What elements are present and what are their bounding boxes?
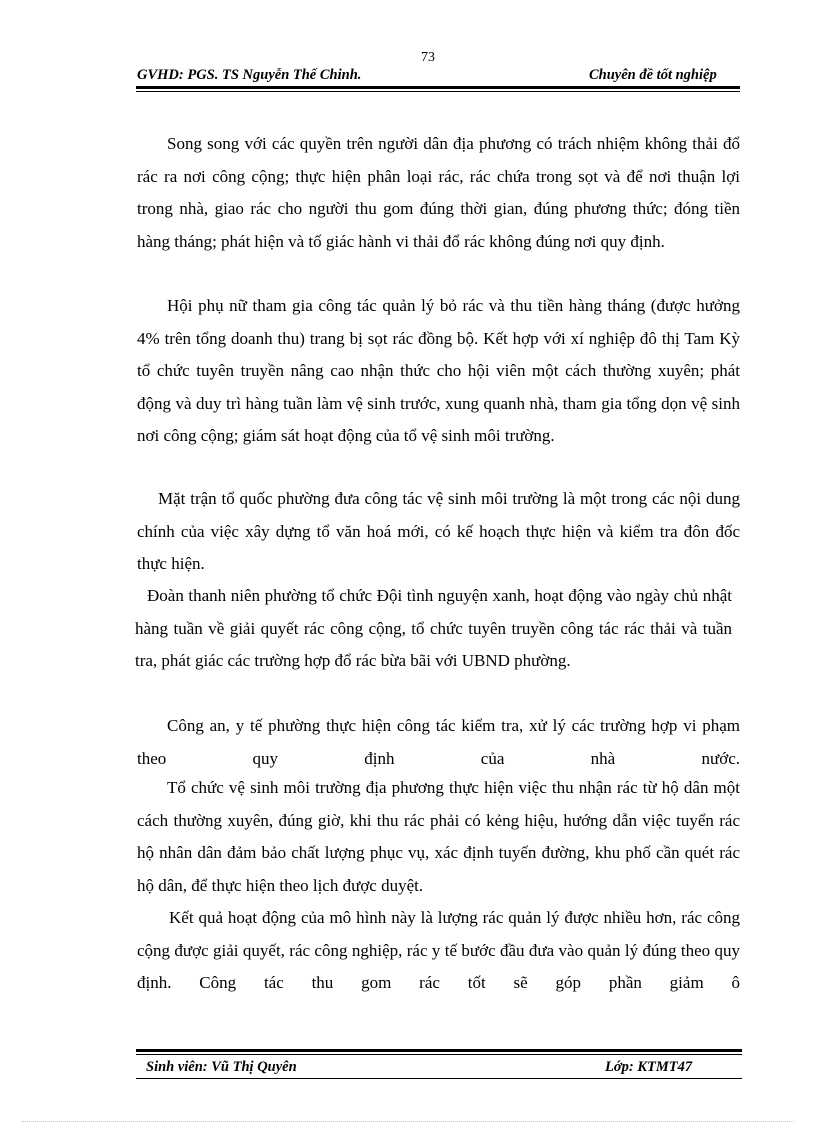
- paragraph: Đoàn thanh niên phường tổ chức Đội tình nguyện xanh, hoạt động vào ngày chủ nhật hàng tuần về giải quyết rác công cộng, tổ chức tuyên truyền công tác rác thải và tuần tra, phát giác các trường hợp đổ rác bừa bãi với UBND phường.: [135, 586, 732, 671]
- paragraph: Hội phụ nữ tham gia công tác quản lý bỏ rác và thu tiền hàng tháng (được hưởng 4% trên tổng doanh thu) trang bị sọt rác đồng bộ. Kết hợp với xí nghiệp đô thị Tam Kỳ tổ chức tuyên truyền nâng cao nhận thức cho hội viên một cách thường xuyên; phát động và duy trì hàng tuần làm vệ sinh trước, xung quanh nhà, tham gia tổng dọn vệ sinh nơi công cộng; giám sát hoạt động của tổ vệ sinh môi trường.: [137, 296, 740, 446]
- paragraph: Kết quả hoạt động của mô hình này là lượng rác quản lý được nhiều hơn, rác công cộng được giải quyết, rác công nghiệp, rác y tế bước đầu đưa vào quản lý đúng theo quy định. Công tác thu gom rác tốt sẽ góp phần giảm ô: [137, 908, 740, 993]
- paragraph: Song song với các quyền trên người dân địa phương có trách nhiệm không thải đổ rác ra nơi công cộng; thực hiện phân loại rác, rác chứa trong sọt và để nơi thuận lợi trong nhà, giao rác cho người thu gom đúng thời gian, đúng phương thức; đóng tiền hàng tháng; phát hiện và tố giác hành vi thải đổ rác không đúng nơi quy định.: [137, 134, 740, 251]
- paragraph: Tổ chức vệ sinh môi trường địa phương thực hiện việc thu nhận rác từ hộ dân một cách thường xuyên, đúng giờ, khi thu rác phải có kẻng hiệu, hướng dẫn việc tuyển rác hộ nhân dân đảm bảo chất lượng phục vụ, xác định tuyến đường, khu phố cần quét rác hộ dân, để thực hiện theo lịch được duyệt.: [137, 778, 740, 895]
- paragraph: Mặt trận tổ quốc phường đưa công tác vệ sinh môi trường là một trong các nội dung chính của việc xây dựng tổ văn hoá mới, có kế hoạch thực hiện và kiểm tra đôn đốc thực hiện.: [137, 489, 740, 574]
- header-rule-thin: [136, 91, 740, 92]
- page-edge-dotted-line: [22, 1121, 794, 1122]
- header-rule-thick: [136, 86, 740, 89]
- page-number: 73: [421, 50, 435, 65]
- header-right: Chuyên đề tốt nghiệp: [589, 67, 717, 83]
- footer-rule-thick: [136, 1049, 742, 1052]
- footer-right: Lớp: KTMT47: [605, 1059, 693, 1075]
- footer-rule-thin: [136, 1054, 742, 1055]
- footer-left: Sinh viên: Vũ Thị Quyên: [146, 1059, 297, 1075]
- footer-bottom-rule: [136, 1078, 742, 1079]
- paragraph: Công an, y tế phường thực hiện công tác kiểm tra, xử lý các trường hợp vi phạm theo quy định của nhà nước.: [137, 716, 740, 768]
- header-left: GVHD: PGS. TS Nguyễn Thế Chinh.: [137, 67, 362, 83]
